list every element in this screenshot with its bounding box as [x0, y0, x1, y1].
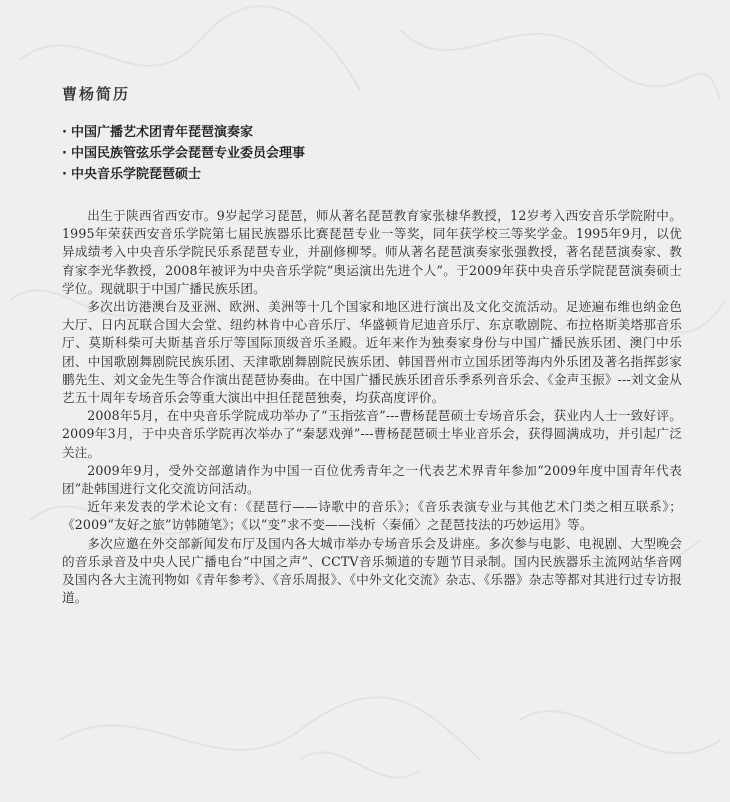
- title-list-item: · 中国民族管弦乐学会琵琶专业委员会理事: [62, 146, 305, 161]
- paragraph-concerts-2008: 2008年5月，在中央音乐学院成功举办了“玉指弦音”---曹杨琵琶硕士专场音乐会，获业内人士一致好评。2009年3月，于中央音乐学院再次举办了“秦瑟戏弹”---曹杨琵琶硕士毕业音乐会，获得圆满成功，并引起广泛关注。: [62, 408, 682, 460]
- biography-content: [62, 84, 682, 607]
- title-list-item: · 中国广播艺术团青年琵琶演奏家: [62, 125, 253, 140]
- paragraph-academic-papers: 近年来发表的学术论文有：《琵琶行——诗歌中的音乐》；《音乐表演专业与其他艺术门类之相互联系》；《2009“友好之旅”访韩随笔》；《以“变”求不变——浅析〈秦俑〉之琵琶技法的巧妙运用》等。: [62, 499, 682, 533]
- paragraph-international-performances: 多次出访港澳台及亚洲、欧洲、美洲等十几个国家和地区进行演出及文化交流活动。足迹遍布维也纳金色大厅、日内瓦联合国大会堂、纽约林肯中心音乐厅、华盛顿肯尼迪音乐厅、东京歌剧院、布拉格斯美塔那音乐厅、莫斯科柴可夫斯基音乐厅等国际顶级音乐圣殿。近年来作为独奏家身份与中国广播民族乐团、澳门中乐团、中国歌剧舞剧院民族乐团、天津歌剧舞剧院民族乐团、韩国晋州市立国乐团等海内外乐团及著名指挥彭家鹏先生、刘文金先生等合作演出琵琶协奏曲。在中国广播民族乐团音乐季系列音乐会、《金声玉振》---刘文金从艺五十周年专场音乐会等重大演出中担任琵琶独奏，均获高度评价。: [62, 299, 682, 406]
- paragraph-media-appearances: 多次应邀在外交部新闻发布厅及国内各大城市举办专场音乐会及讲座。多次参与电影、电视剧、大型晚会的音乐录音及中央人民广播电台“中国之声”、CCTV音乐频道的专题节目录制。国内民族器乐主流网站华音网及国内各大主流刊物如《青年参考》、《音乐周报》、《中外文化交流》杂志、《乐器》杂志等都对其进行过专访报道。: [62, 535, 682, 606]
- title-list: [62, 122, 682, 185]
- paragraph-early-life: 出生于陕西省西安市。9岁起学习琵琶，师从著名琵琶教育家张棣华教授，12岁考入西安音乐学院附中。1995年荣获西安音乐学院第七届民族器乐比赛琵琶专业一等奖，同年获学校三等奖学金。1995年9月，以优异成绩考入中央音乐学院民乐系琵琶专业，并副修柳琴。师从著名琵琶演奏家张强教授，著名琵琶演奏家、教育家李光华教授，2008年被评为中央音乐学院“奥运演出先进个人”。于2009年获中央音乐学院琵琶演奏硕士学位。现就职于中国广播民族乐团。: [62, 208, 682, 296]
- title-list-item: · 中央音乐学院琵琶硕士: [62, 167, 201, 182]
- page-title: 曹杨简历: [62, 85, 131, 103]
- paragraph-youth-delegation: 2009年9月，受外交部邀请作为中国一百位优秀青年之一代表艺术界青年参加“2009年度中国青年代表团”赴韩国进行文化交流访问活动。: [62, 462, 682, 497]
